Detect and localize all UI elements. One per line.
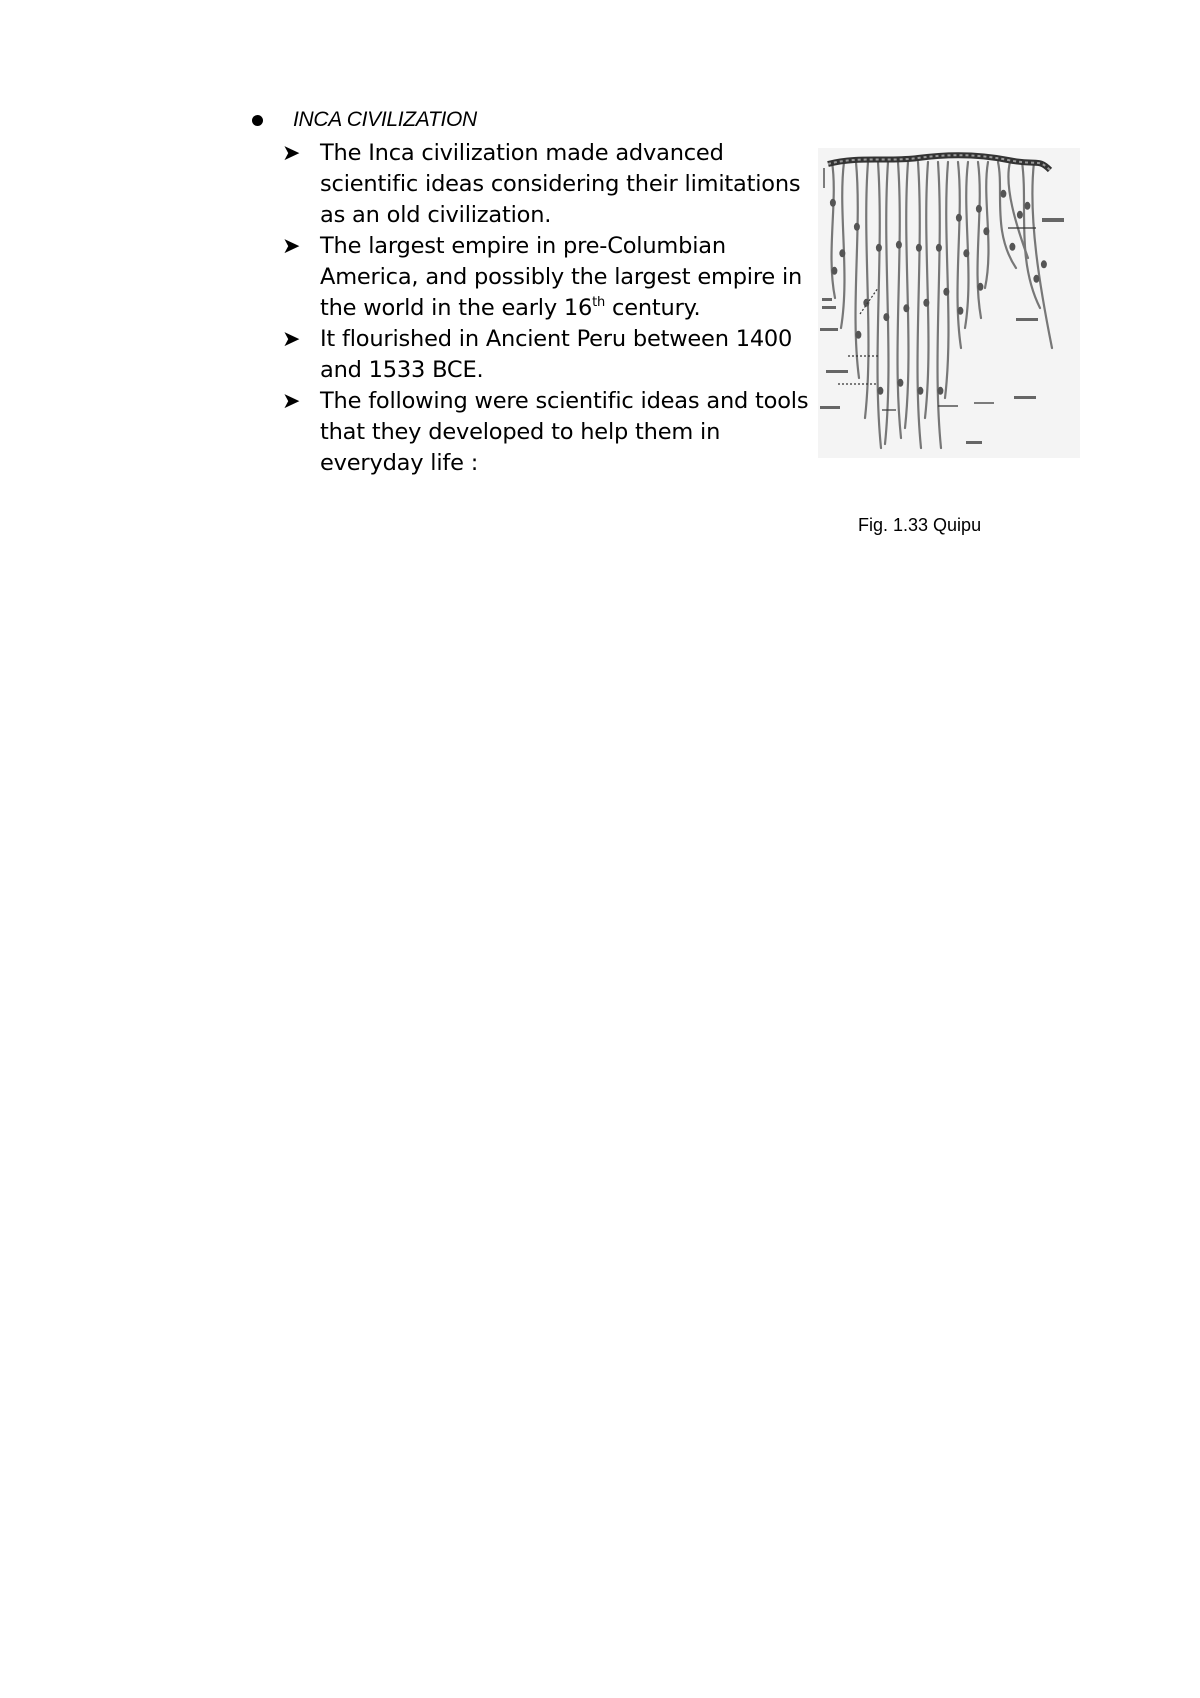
quipu-knot — [943, 288, 949, 296]
quipu-knot — [1017, 211, 1023, 219]
quipu-knot — [1009, 243, 1015, 251]
list-item — [282, 324, 812, 386]
quipu-knot — [917, 387, 923, 395]
quipu-knot — [963, 249, 969, 257]
quipu-knot — [1024, 202, 1030, 210]
list-item-text — [320, 231, 812, 324]
quipu-knot — [854, 223, 860, 231]
quipu-knot — [936, 244, 942, 252]
section-heading — [252, 108, 477, 132]
arrow-bullet-icon: ➤ — [282, 141, 301, 166]
quipu-knot — [1000, 190, 1006, 198]
quipu-knot — [956, 214, 962, 222]
superscript: th — [592, 295, 606, 310]
list-item — [282, 138, 812, 231]
list-item-text-main: The largest empire in pre-Columbian America, and possibly the largest empire in the world in the early 16 — [320, 233, 803, 321]
figure-caption: Fig. 1.33 Quipu — [858, 515, 982, 535]
quipu-knot — [977, 283, 983, 291]
list-item — [282, 231, 812, 324]
quipu-knot — [916, 244, 922, 252]
arrow-bullet-icon: ➤ — [282, 327, 301, 352]
quipu-knot — [1033, 275, 1039, 283]
quipu-knot — [876, 244, 882, 252]
quipu-knot — [896, 241, 902, 249]
quipu-figure — [818, 148, 1080, 458]
arrow-bullet-icon: ➤ — [282, 234, 301, 259]
list-item-text: It flourished in Ancient Peru between 1400 and 1533 BCE. — [320, 326, 793, 383]
quipu-knot — [983, 227, 989, 235]
quipu-knot — [855, 331, 861, 339]
bullet-list — [282, 138, 812, 479]
arrow-bullet-icon: ➤ — [282, 389, 301, 414]
list-item-text: The Inca civilization made advanced scientific ideas considering their limitations as an old civilization. — [320, 140, 801, 228]
quipu-knot — [923, 299, 929, 307]
quipu-knot — [877, 387, 883, 395]
quipu-knot — [863, 299, 869, 307]
quipu-knot — [830, 199, 836, 207]
list-item — [282, 386, 812, 479]
quipu-knot — [897, 379, 903, 387]
quipu-knot — [957, 307, 963, 315]
quipu-knot — [903, 304, 909, 312]
list-item-text: The following were scientific ideas and tools that they developed to help them in everyday life : — [320, 388, 809, 476]
quipu-knot — [937, 387, 943, 395]
quipu-knot — [839, 249, 845, 257]
list-item-text-tail: century. — [605, 295, 701, 321]
quipu-knot — [976, 205, 982, 213]
quipu-knot — [883, 313, 889, 321]
section-title: INCA CIVILIZATION — [293, 108, 477, 131]
bullet-icon — [252, 115, 263, 126]
quipu-knot — [1041, 260, 1047, 268]
quipu-illustration-icon — [818, 148, 1080, 458]
quipu-knot — [831, 267, 837, 275]
